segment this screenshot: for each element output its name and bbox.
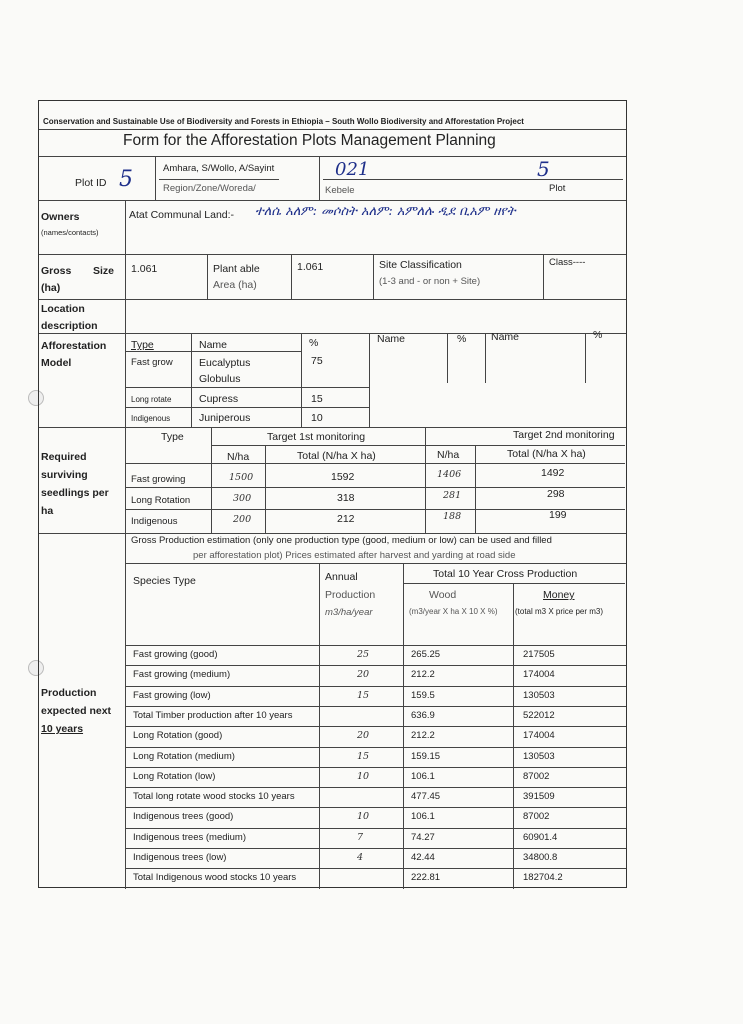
- location-label: Region/Zone/Woreda/: [163, 183, 256, 194]
- production-row-annual: 10: [357, 770, 370, 782]
- production-row-wood: 636.9: [411, 709, 435, 721]
- plot-id-handwritten: 5: [119, 167, 133, 192]
- model-row-name: Juniperous: [199, 412, 251, 424]
- production-row-wood: 265.25: [411, 649, 441, 660]
- production-row-annual: 25: [357, 649, 370, 660]
- model-header-name3: Name: [491, 331, 520, 343]
- production-row-wood: 42.44: [411, 852, 435, 863]
- survival-row-t1: 212: [337, 513, 355, 525]
- annual-unit: m3/ha/year: [325, 607, 373, 618]
- model-header-type: Type: [131, 339, 154, 351]
- survival-row-n1: 1500: [229, 472, 254, 483]
- production-row-wood: 106.1: [411, 770, 435, 782]
- row-divider: [125, 686, 626, 687]
- row-divider: [125, 767, 626, 768]
- survival-row-t1: 318: [337, 492, 355, 504]
- model-label2: Model: [41, 357, 72, 369]
- size-label: Size: [93, 265, 115, 277]
- survival-label2: surviving: [41, 469, 88, 481]
- production-note: Gross Production estimation (only one production type (good, medium or low) can be used and filled: [131, 535, 552, 546]
- model-header-pct2: %: [457, 333, 467, 345]
- production-row-annual: 20: [357, 669, 370, 681]
- survival-row-type: Long Rotation: [131, 495, 191, 506]
- model-row-type: Long rotate: [131, 395, 172, 404]
- row-divider: [125, 665, 626, 666]
- plot-id-label: Plot ID: [75, 177, 107, 189]
- model-header-name2: Name: [377, 333, 406, 345]
- location-value: Amhara, S/Wollo, A/Sayint: [163, 163, 275, 174]
- gross-value: 1.061: [131, 263, 158, 275]
- production-row-wood: 159.5: [411, 689, 435, 701]
- row-divider: [125, 645, 626, 646]
- production-row-wood: 477.45: [411, 791, 441, 803]
- production-row-annual: 15: [357, 689, 370, 701]
- model-row-pct: 75: [311, 355, 323, 367]
- production-row-species: Long Rotation (good): [133, 730, 223, 742]
- production-row-species: Total Indigenous wood stocks 10 years: [133, 872, 297, 884]
- production-row-species: Indigenous trees (good): [133, 811, 234, 823]
- survival-row-t1: 1592: [331, 471, 355, 483]
- target1-total: Total (N/ha X ha): [297, 450, 376, 462]
- survival-label4: ha: [41, 505, 54, 517]
- production-row-species: Total long rotate wood stocks 10 years: [133, 791, 295, 803]
- production-row-species: Indigenous trees (low): [133, 852, 227, 863]
- survival-type-header: Type: [161, 431, 184, 443]
- production-row-wood: 222.81: [411, 872, 441, 884]
- model-header-pct: %: [309, 337, 319, 349]
- afforestation-form: [38, 100, 627, 888]
- model-row-pct: 10: [311, 412, 323, 424]
- survival-row-n1: 300: [233, 493, 252, 504]
- plantable-value: 1.061: [297, 261, 324, 273]
- survival-row-t2: 1492: [541, 467, 565, 479]
- row-divider: [125, 787, 626, 788]
- gross-unit: (ha): [41, 282, 61, 294]
- owners-handwritten: ተለሴ አለም: መሶስት አለም: አምለሉ ዲደ ቢአም ዘየት: [255, 204, 516, 219]
- survival-row-n2: 281: [443, 490, 462, 501]
- kebele-handwritten: 021: [335, 159, 370, 180]
- production-row-wood: 74.27: [411, 831, 435, 843]
- production-row-species: Indigenous trees (medium): [133, 831, 246, 843]
- production-row-species: Fast growing (low): [133, 689, 211, 701]
- owners-label: Owners: [41, 211, 80, 223]
- production-row-money: 217505: [523, 649, 555, 660]
- production-row-money: 34800.8: [523, 852, 558, 863]
- total-production-header: Total 10 Year Cross Production: [433, 568, 578, 580]
- production-row-annual: 20: [357, 730, 370, 742]
- survival-row-t2: 298: [547, 488, 565, 500]
- survival-row-type: Indigenous: [131, 516, 178, 527]
- model-header-pct3: %: [593, 329, 603, 341]
- plot-handwritten: 5: [537, 157, 550, 181]
- production-row-money: 87002: [523, 770, 550, 782]
- production-row-money: 130503: [523, 689, 555, 701]
- survival-row-n2: 1406: [437, 469, 462, 480]
- production-row-money: 182704.2: [523, 872, 563, 884]
- production-label3: 10 years: [41, 723, 84, 735]
- production-row-annual: 7: [357, 831, 364, 843]
- money-header: Money: [543, 589, 575, 601]
- kebele-label: Kebele: [325, 185, 355, 196]
- row-divider: [125, 747, 626, 748]
- production-row-money: 174004: [523, 730, 555, 742]
- row-divider: [125, 726, 626, 727]
- annual-sub: Production: [325, 589, 376, 601]
- row-divider: [125, 848, 626, 849]
- wood-sub: (m3/year X ha X 10 X %): [409, 607, 498, 616]
- model-row-name: Eucalyptus: [199, 357, 251, 369]
- project-title: Conservation and Sustainable Use of Biodiversity and Forests in Ethiopia – South Wollo Biodiversity and Afforestation Project: [43, 117, 524, 126]
- production-row-money: 60901.4: [523, 831, 558, 843]
- target2-total: Total (N/ha X ha): [507, 448, 586, 460]
- plot-label: Plot: [549, 183, 566, 194]
- target1-header: Target 1st monitoring: [267, 431, 366, 443]
- form-title: Form for the Afforestation Plots Management Planning: [123, 132, 496, 149]
- survival-label: Required: [41, 451, 87, 463]
- production-row-annual: 10: [357, 811, 370, 823]
- model-row-type: Fast grow: [131, 357, 173, 368]
- survival-row-n2: 188: [443, 511, 462, 522]
- model-row-name: Cupress: [199, 393, 239, 405]
- gross-label: Gross: [41, 265, 72, 277]
- production-row-species: Fast growing (medium): [133, 669, 231, 681]
- production-row-money: 130503: [523, 750, 555, 762]
- production-note2: per afforestation plot) Prices estimated after harvest and yarding at road side: [193, 550, 516, 561]
- owners-sublabel: (names/contacts): [41, 228, 99, 237]
- model-label: Afforestation: [41, 340, 107, 352]
- production-label: Production: [41, 687, 97, 699]
- production-row-money: 522012: [523, 709, 555, 721]
- site-class-sub: (1-3 and - or non + Site): [379, 276, 481, 287]
- money-sub: (total m3 X price per m3): [515, 607, 604, 616]
- production-label2: expected next: [41, 705, 112, 717]
- wood-header: Wood: [429, 589, 457, 601]
- model-row-name2: Globulus: [199, 373, 241, 385]
- species-header: Species Type: [133, 575, 196, 587]
- production-row-wood: 212.2: [411, 669, 435, 681]
- row-divider: [125, 706, 626, 707]
- owners-value: Atat Communal Land:-: [129, 209, 235, 221]
- production-row-wood: 212.2: [411, 730, 435, 742]
- production-row-wood: 159.15: [411, 750, 441, 762]
- annual-header: Annual: [325, 571, 358, 583]
- production-row-species: Total Timber production after 10 years: [133, 709, 293, 721]
- survival-row-n1: 200: [233, 514, 252, 525]
- model-row-pct: 15: [311, 393, 323, 405]
- target1-nha: N/ha: [227, 451, 250, 463]
- production-row-wood: 106.1: [411, 811, 435, 823]
- production-row-species: Long Rotation (low): [133, 770, 216, 782]
- target2-header: Target 2nd monitoring: [513, 429, 615, 441]
- production-row-annual: 15: [357, 750, 370, 762]
- survival-row-type: Fast growing: [131, 474, 186, 485]
- location-desc-label2: description: [41, 320, 98, 332]
- plantable-label: Plant able: [213, 263, 260, 275]
- survival-row-t2: 199: [549, 509, 567, 521]
- production-row-species: Fast growing (good): [133, 649, 218, 660]
- row-divider: [125, 868, 626, 869]
- production-row-money: 87002: [523, 811, 550, 823]
- site-class-label: Site Classification: [379, 259, 462, 271]
- plantable-sub: Area (ha): [213, 279, 257, 291]
- location-desc-label: Location: [41, 303, 85, 315]
- model-row-type: Indigenous: [131, 414, 171, 423]
- class-label: Class----: [549, 257, 586, 268]
- target2-nha: N/ha: [437, 449, 460, 461]
- production-row-money: 391509: [523, 791, 555, 803]
- production-row-annual: 4: [357, 852, 364, 863]
- row-divider: [125, 807, 626, 808]
- production-row-species: Long Rotation (medium): [133, 750, 235, 762]
- model-header-name: Name: [199, 339, 228, 351]
- survival-label3: seedlings per: [41, 487, 109, 499]
- row-divider: [125, 828, 626, 829]
- production-row-money: 174004: [523, 669, 555, 681]
